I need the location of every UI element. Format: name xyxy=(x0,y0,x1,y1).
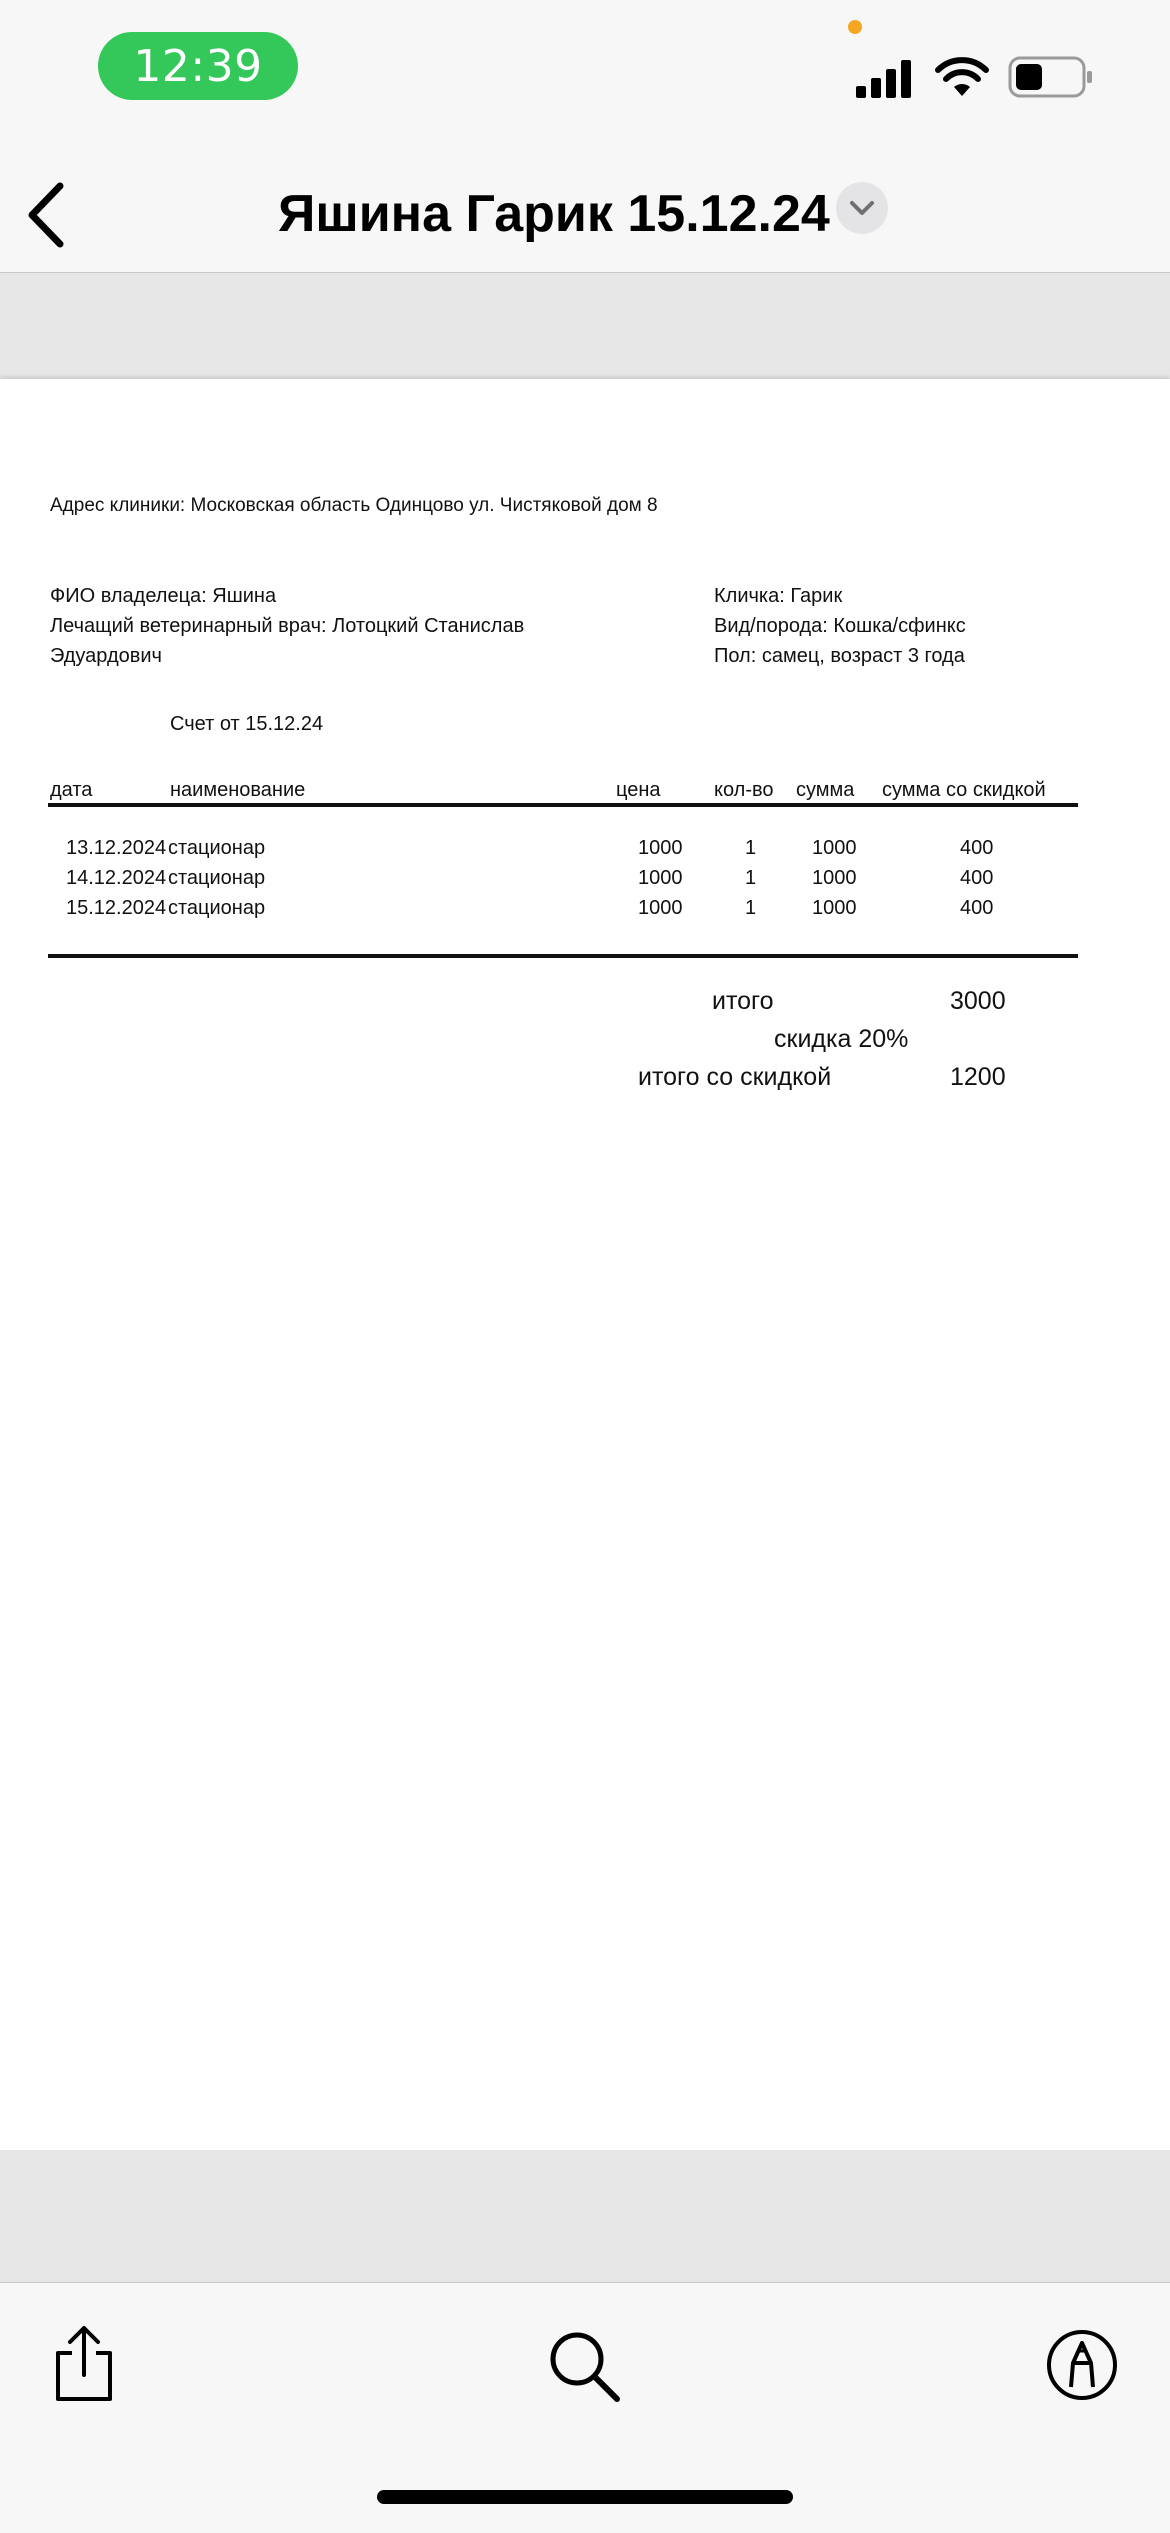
row1-discounted-sum: 400 xyxy=(960,837,994,859)
total-value: 3000 xyxy=(950,987,1006,1015)
row3-date: 15.12.2024 xyxy=(66,897,167,919)
row3-sum: 1000 xyxy=(812,897,857,919)
doctor-name-line1: Лечащий ветеринарный врач: Лотоцкий Станислав xyxy=(50,615,525,637)
owner-name: ФИО владелеца: Яшина xyxy=(50,585,277,607)
row3-name: стационар xyxy=(168,897,266,919)
viewer-background-top xyxy=(0,273,1170,379)
row1-date: 13.12.2024 xyxy=(66,837,167,859)
battery-icon xyxy=(1008,56,1094,98)
status-bar xyxy=(0,0,1170,130)
row1-qty: 1 xyxy=(745,837,757,859)
chevron-left-icon[interactable] xyxy=(22,180,68,250)
share-icon[interactable] xyxy=(44,2323,124,2403)
row3-discounted-sum: 400 xyxy=(960,897,994,919)
row2-discounted-sum: 400 xyxy=(960,867,994,889)
time-pill xyxy=(98,32,298,100)
clinic-address: Адрес клиники: Московская область Одинцово ул. Чистяковой дом 8 xyxy=(50,495,658,516)
row3-qty: 1 xyxy=(745,897,757,919)
pet-name: Кличка: Гарик xyxy=(714,585,843,607)
row2-qty: 1 xyxy=(745,867,757,889)
header-price: цена xyxy=(616,779,661,801)
row2-date: 14.12.2024 xyxy=(66,867,167,889)
invoice-title: Счет от 15.12.24 xyxy=(170,713,324,735)
discounted-total-label: итого со скидкой xyxy=(638,1063,832,1091)
row2-sum: 1000 xyxy=(812,867,857,889)
status-time: 12:39 xyxy=(133,40,263,92)
navigation-bar xyxy=(0,130,1170,273)
title-menu-button[interactable] xyxy=(836,182,888,234)
row1-price: 1000 xyxy=(638,837,683,859)
doctor-name-line2: Эдуардович xyxy=(50,645,162,667)
markup-pen-icon[interactable] xyxy=(1042,2325,1122,2405)
row2-price: 1000 xyxy=(638,867,683,889)
document-title: Яшина Гарик 15.12.24 xyxy=(278,185,830,243)
privacy-indicator-dot xyxy=(848,20,862,34)
row2-name: стационар xyxy=(168,867,266,889)
row1-name: стационар xyxy=(168,837,266,859)
header-sum: сумма xyxy=(796,779,855,801)
pet-species: Вид/порода: Кошка/сфинкс xyxy=(714,615,966,637)
header-qty: кол-во xyxy=(714,779,774,801)
table-header-rule xyxy=(48,803,1078,807)
cellular-signal-icon xyxy=(854,58,914,98)
row1-sum: 1000 xyxy=(812,837,857,859)
header-date: дата xyxy=(50,779,93,801)
document-page[interactable] xyxy=(0,379,1170,2150)
total-label: итого xyxy=(712,987,774,1015)
discount-label: скидка 20% xyxy=(774,1025,909,1053)
chevron-down-icon xyxy=(848,198,876,218)
row3-price: 1000 xyxy=(638,897,683,919)
home-indicator[interactable] xyxy=(377,2490,793,2504)
header-discounted-sum: сумма со скидкой xyxy=(882,779,1046,801)
wifi-icon xyxy=(934,56,990,98)
search-icon[interactable] xyxy=(545,2327,625,2407)
header-name: наименование xyxy=(170,779,306,801)
pet-sex-age: Пол: самец, возраст 3 года xyxy=(714,645,965,667)
viewer-background-bottom xyxy=(0,2150,1170,2282)
discounted-total-value: 1200 xyxy=(950,1063,1006,1091)
table-footer-rule xyxy=(48,954,1078,958)
